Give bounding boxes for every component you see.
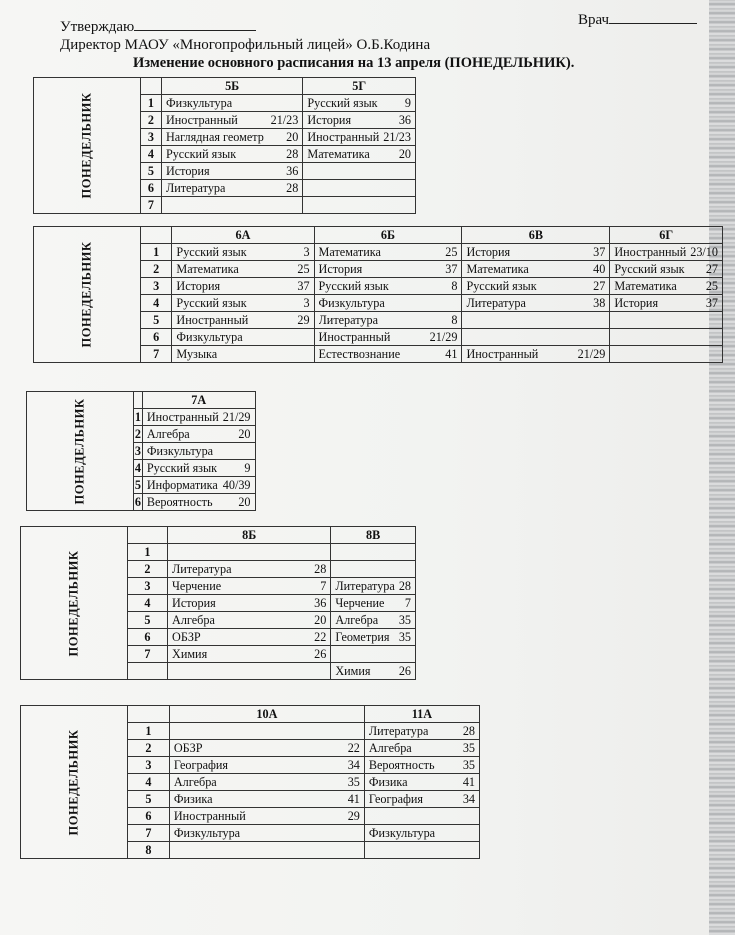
table-row: 4 Русский язык 28 Математика 20 bbox=[34, 146, 416, 163]
table-header-row bbox=[34, 78, 416, 95]
subject: Алгебра bbox=[173, 774, 217, 789]
table-row: 5 Иностранный 29 Литература 8 bbox=[34, 312, 723, 329]
subject: Иностранный bbox=[307, 129, 380, 144]
subject: Литература bbox=[368, 723, 429, 738]
room: 20 bbox=[238, 494, 251, 509]
room: 8 bbox=[451, 312, 458, 327]
room: 41 bbox=[445, 346, 458, 361]
table-row: 5 История 36 bbox=[34, 163, 416, 180]
table-row: 5 Информатика 40/39 bbox=[27, 477, 256, 494]
room: 21/23 bbox=[270, 112, 299, 127]
table-row: 2 Алгебра 20 bbox=[27, 426, 256, 443]
subject: История bbox=[466, 244, 511, 259]
room: 7 bbox=[404, 595, 411, 610]
room: 35 bbox=[398, 612, 411, 627]
table-row: 2 Литература 28 bbox=[21, 561, 416, 578]
subject: История bbox=[165, 163, 210, 178]
table-row: 6 Физкультура Иностранный 21/29 bbox=[34, 329, 723, 346]
subject: Литература bbox=[165, 180, 226, 195]
room: 28 bbox=[286, 146, 299, 161]
day-label: ПОНЕДЕЛЬНИК bbox=[27, 392, 134, 511]
room: 28 bbox=[398, 578, 411, 593]
subject: Физкультура bbox=[368, 825, 436, 840]
room: 35 bbox=[462, 740, 475, 755]
room: 37 bbox=[445, 261, 458, 276]
room: 29 bbox=[297, 312, 310, 327]
subject: Литература bbox=[172, 561, 232, 576]
subject: Алгебра bbox=[368, 740, 412, 755]
class-header: 6Г bbox=[610, 227, 723, 244]
subject: Физкультура bbox=[165, 95, 233, 110]
subject: История bbox=[307, 112, 352, 127]
room: 36 bbox=[286, 163, 299, 178]
subject: География bbox=[173, 757, 229, 772]
room: 26 bbox=[314, 646, 327, 661]
schedule-table-5 bbox=[33, 77, 416, 214]
subject: Физика bbox=[368, 774, 408, 789]
table-row: 1 Иностранный 21/29 bbox=[27, 409, 256, 426]
table-row: 6 ОБЗР 22 Геометрия 35 bbox=[21, 629, 416, 646]
table-row: 4 Русский язык 3 Физкультура Литература 38 История 37 bbox=[34, 295, 723, 312]
subject: География bbox=[368, 791, 424, 806]
subject: Химия bbox=[172, 646, 208, 661]
subject: Иностранный bbox=[173, 808, 246, 823]
class-header: 7А bbox=[142, 392, 255, 409]
approve-label: Утверждаю bbox=[60, 19, 135, 35]
room: 9 bbox=[244, 460, 251, 475]
room: 35 bbox=[462, 757, 475, 772]
room: 34 bbox=[462, 791, 475, 806]
room: 40/39 bbox=[222, 477, 251, 492]
room: 28 bbox=[462, 723, 475, 738]
subject: Иностранный bbox=[318, 329, 391, 344]
room: 35 bbox=[398, 629, 411, 644]
subject: ОБЗР bbox=[172, 629, 201, 644]
room: 37 bbox=[297, 278, 310, 293]
subject: Иностранный bbox=[614, 244, 687, 259]
schedule-table-10-11 bbox=[20, 705, 480, 859]
subject: Музыка bbox=[176, 346, 218, 361]
subject: Математика bbox=[318, 244, 381, 259]
room: 8 bbox=[451, 278, 458, 293]
room: 37 bbox=[593, 244, 606, 259]
subject: Математика bbox=[176, 261, 239, 276]
class-header: 11А bbox=[364, 706, 479, 723]
room: 40 bbox=[593, 261, 606, 276]
subject: Физкультура bbox=[176, 329, 243, 344]
class-header: 10А bbox=[169, 706, 364, 723]
class-header: 8В bbox=[331, 527, 416, 544]
table-row: 1 Русский язык 3 Математика 25 История 37 Иностранный 23/10 bbox=[34, 244, 723, 261]
schedule-table-6 bbox=[33, 226, 723, 363]
table-header-row bbox=[34, 227, 723, 244]
page-title: Изменение основного расписания на 13 апреля (ПОНЕДЕЛЬНИК). bbox=[133, 55, 575, 71]
room: 23/10 bbox=[690, 244, 718, 259]
room: 26 bbox=[398, 663, 411, 678]
room: 22 bbox=[314, 629, 327, 644]
table-row: 1 Литература 28 bbox=[21, 723, 480, 740]
room: 21/23 bbox=[383, 129, 411, 144]
room: 3 bbox=[303, 295, 310, 310]
room: 7 bbox=[320, 578, 327, 593]
table-row: 6 Иностранный 29 bbox=[21, 808, 480, 825]
subject: Русский язык bbox=[307, 95, 378, 110]
subject: Русский язык bbox=[165, 146, 237, 161]
day-label: ПОНЕДЕЛЬНИК bbox=[21, 527, 128, 680]
table-row: 6 Литература 28 bbox=[34, 180, 416, 197]
subject: Вероятность bbox=[146, 494, 213, 509]
room: 9 bbox=[404, 95, 411, 110]
room: 25 bbox=[705, 278, 718, 293]
room: 27 bbox=[705, 261, 718, 276]
subject: Иностранный bbox=[146, 409, 219, 424]
subject: Русский язык bbox=[614, 261, 685, 276]
doctor-signature-line bbox=[609, 23, 697, 24]
table-row: 1 Физкультура Русский язык 9 bbox=[34, 95, 416, 112]
table-row: 3 География 34 Вероятность 35 bbox=[21, 757, 480, 774]
table-row: 3 История 37 Русский язык 8 Русский язык 27 Математика 25 bbox=[34, 278, 723, 295]
room: 41 bbox=[462, 774, 475, 789]
room: 21/29 bbox=[577, 346, 606, 361]
subject: Иностранный bbox=[176, 312, 249, 327]
class-header: 6А bbox=[172, 227, 314, 244]
subject: История bbox=[614, 295, 659, 310]
doctor-line bbox=[578, 12, 697, 29]
room: 36 bbox=[314, 595, 327, 610]
subject: Математика bbox=[466, 261, 529, 276]
subject: Литература bbox=[335, 578, 395, 593]
subject: Алгебра bbox=[335, 612, 379, 627]
subject: Естествознание bbox=[318, 346, 401, 361]
table-row: 1 bbox=[21, 544, 416, 561]
doctor-label: Врач bbox=[578, 12, 610, 28]
table-row: 4 История 36 Черчение 7 bbox=[21, 595, 416, 612]
table-header-row bbox=[21, 527, 416, 544]
subject: Вероятность bbox=[368, 757, 435, 772]
approve-line bbox=[60, 19, 256, 36]
room: 27 bbox=[593, 278, 606, 293]
table-row: 7 bbox=[34, 197, 416, 214]
table-row: 3 Наглядная геометр 20 Иностранный 21/23 bbox=[34, 129, 416, 146]
table-header-row bbox=[27, 392, 256, 409]
table-row: 2 Математика 25 История 37 Математика 40 Русский язык 27 bbox=[34, 261, 723, 278]
room: 35 bbox=[347, 774, 360, 789]
subject: ОБЗР bbox=[173, 740, 203, 755]
approve-signature-line bbox=[134, 30, 256, 31]
subject: Русский язык bbox=[176, 295, 247, 310]
table-row: 5 Алгебра 20 Алгебра 35 bbox=[21, 612, 416, 629]
subject: История bbox=[172, 595, 216, 610]
subject: Математика bbox=[307, 146, 370, 161]
subject: Алгебра bbox=[146, 426, 190, 441]
room: 21/29 bbox=[429, 329, 458, 344]
day-label: ПОНЕДЕЛЬНИК bbox=[34, 78, 141, 214]
day-label: ПОНЕДЕЛЬНИК bbox=[34, 227, 141, 363]
room: 25 bbox=[297, 261, 310, 276]
room: 20 bbox=[286, 129, 299, 144]
class-header: 8Б bbox=[168, 527, 331, 544]
subject: Русский язык bbox=[466, 278, 537, 293]
room: 21/29 bbox=[222, 409, 251, 424]
table-row: 3 Физкультура bbox=[27, 443, 256, 460]
subject: Черчение bbox=[335, 595, 385, 610]
schedule-table-7 bbox=[26, 391, 256, 511]
table-row: 7 Физкультура Физкультура bbox=[21, 825, 480, 842]
subject: Русский язык bbox=[318, 278, 389, 293]
table-row: 7 Музыка Естествознание 41 Иностранный 21/29 bbox=[34, 346, 723, 363]
room: 20 bbox=[238, 426, 251, 441]
room: 25 bbox=[445, 244, 458, 259]
subject: Алгебра bbox=[172, 612, 215, 627]
class-header: 5Г bbox=[303, 78, 416, 95]
subject: Наглядная геометр bbox=[165, 129, 264, 144]
room: 34 bbox=[347, 757, 360, 772]
page-edge-stack bbox=[709, 0, 735, 935]
table-row: 4 Алгебра 35 Физика 41 bbox=[21, 774, 480, 791]
subject: Иностранный bbox=[466, 346, 539, 361]
room: 41 bbox=[347, 791, 360, 806]
room: 29 bbox=[347, 808, 360, 823]
subject: Русский язык bbox=[176, 244, 247, 259]
subject: Математика bbox=[614, 278, 677, 293]
subject: Химия bbox=[335, 663, 371, 678]
table-row: 6 Вероятность 20 bbox=[27, 494, 256, 511]
subject: Литература bbox=[318, 312, 379, 327]
day-label: ПОНЕДЕЛЬНИК bbox=[21, 706, 128, 859]
subject: Русский язык bbox=[146, 460, 218, 475]
table-row: 2 Иностранный 21/23 История 36 bbox=[34, 112, 416, 129]
room: 38 bbox=[593, 295, 606, 310]
table-row: 3 Черчение 7 Литература 28 bbox=[21, 578, 416, 595]
table-row: 2 ОБЗР 22 Алгебра 35 bbox=[21, 740, 480, 757]
room: 20 bbox=[398, 146, 411, 161]
room: 3 bbox=[303, 244, 310, 259]
class-header: 6Б bbox=[314, 227, 462, 244]
room: 28 bbox=[314, 561, 327, 576]
class-header: 5Б bbox=[161, 78, 302, 95]
subject: Информатика bbox=[146, 477, 218, 492]
room: 28 bbox=[286, 180, 299, 195]
room: 20 bbox=[314, 612, 327, 627]
subject: История bbox=[318, 261, 363, 276]
subject: Черчение bbox=[172, 578, 222, 593]
table-row: 5 Физика 41 География 34 bbox=[21, 791, 480, 808]
subject: Физкультура bbox=[173, 825, 241, 840]
subject: История bbox=[176, 278, 221, 293]
subject: Иностранный bbox=[165, 112, 238, 127]
subject: Физкультура bbox=[318, 295, 385, 310]
subject: Физкультура bbox=[146, 443, 214, 458]
room: 37 bbox=[705, 295, 718, 310]
class-header: 6В bbox=[462, 227, 610, 244]
table-row: 7 Химия 26 bbox=[21, 646, 416, 663]
table-row: 8 bbox=[21, 842, 480, 859]
room: 22 bbox=[347, 740, 360, 755]
schedule-table-8 bbox=[20, 526, 416, 680]
subject: Литература bbox=[466, 295, 526, 310]
director-line: Директор МАОУ «Многопрофильный лицей» О.Б.Кодина bbox=[60, 37, 431, 53]
table-row: 4 Русский язык 9 bbox=[27, 460, 256, 477]
table-header-row bbox=[21, 706, 480, 723]
room: 36 bbox=[398, 112, 411, 127]
subject: Геометрия bbox=[335, 629, 390, 644]
subject: Физика bbox=[173, 791, 213, 806]
